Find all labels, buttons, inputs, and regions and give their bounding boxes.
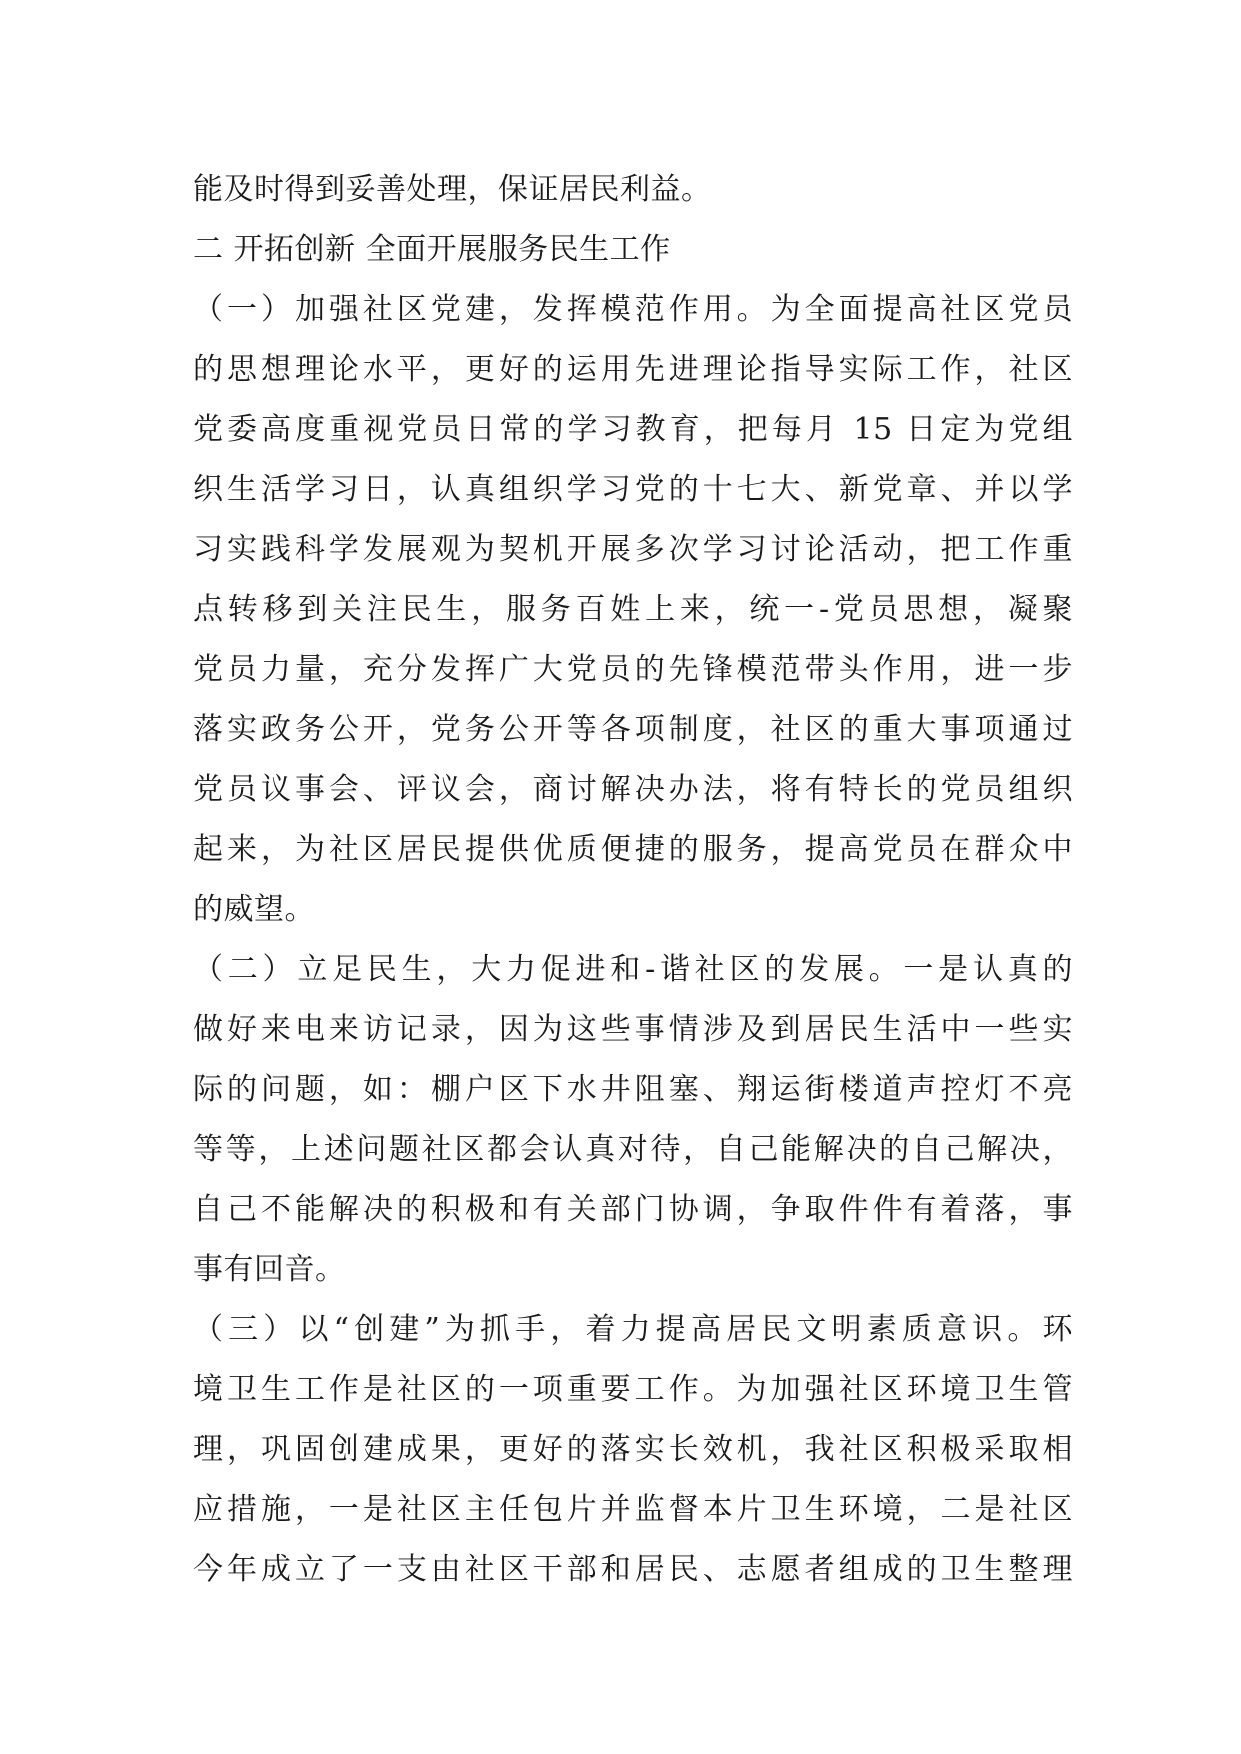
text-line: 际的问题，如：棚户区下水井阻塞、翔运街楼道声控灯不亮 bbox=[193, 1072, 1073, 1107]
text-line: （二）立足民生，大力促进和-谐社区的发展。一是认真的 bbox=[193, 952, 1073, 987]
text-line: 织生活学习日，认真组织学习党的十七大、新党章、并以学 bbox=[193, 472, 1073, 507]
text-line: 理，巩固创建成果，更好的落实长效机，我社区积极采取相 bbox=[193, 1432, 1073, 1467]
text-line: 起来，为社区居民提供优质便捷的服务，提高党员在群众中 bbox=[193, 832, 1073, 867]
text-line: 党委高度重视党员日常的学习教育，把每月 15 日定为党组 bbox=[193, 412, 1073, 447]
text-line: 党员力量，充分发挥广大党员的先锋模范带头作用，进一步 bbox=[193, 652, 1073, 687]
text-line: 做好来电来访记录，因为这些事情涉及到居民生活中一些实 bbox=[193, 1012, 1073, 1047]
text-line: 的威望。 bbox=[193, 892, 315, 927]
text-line: 的思想理论水平，更好的运用先进理论指导实际工作，社区 bbox=[193, 352, 1073, 387]
text-line: （一）加强社区党建，发挥模范作用。为全面提高社区党员 bbox=[193, 292, 1073, 327]
document-body bbox=[193, 160, 1073, 1600]
text-line: 能及时得到妥善处理，保证居民利益。 bbox=[193, 172, 712, 207]
text-line: 习实践科学发展观为契机开展多次学习讨论活动，把工作重 bbox=[193, 532, 1073, 567]
text-line: 境卫生工作是社区的一项重要工作。为加强社区环境卫生管 bbox=[193, 1372, 1073, 1407]
text-line: （三）以“创建”为抓手，着力提高居民文明素质意识。环 bbox=[193, 1312, 1073, 1347]
text-line: 应措施，一是社区主任包片并监督本片卫生环境，二是社区 bbox=[193, 1492, 1073, 1527]
text-line: 自己不能解决的积极和有关部门协调，争取件件有着落，事 bbox=[193, 1192, 1073, 1227]
text-line: 事有回音。 bbox=[193, 1252, 346, 1287]
text-line: 落实政务公开，党务公开等各项制度，社区的重大事项通过 bbox=[193, 712, 1073, 747]
text-line: 点转移到关注民生，服务百姓上来，统一-党员思想，凝聚 bbox=[193, 592, 1073, 627]
text-line: 二 开拓创新 全面开展服务民生工作 bbox=[193, 232, 671, 267]
text-line: 党员议事会、评议会，商讨解决办法，将有特长的党员组织 bbox=[193, 772, 1073, 807]
text-line: 等等，上述问题社区都会认真对待，自己能解决的自己解决， bbox=[193, 1132, 1073, 1167]
text-line: 今年成立了一支由社区干部和居民、志愿者组成的卫生整理 bbox=[193, 1552, 1073, 1587]
